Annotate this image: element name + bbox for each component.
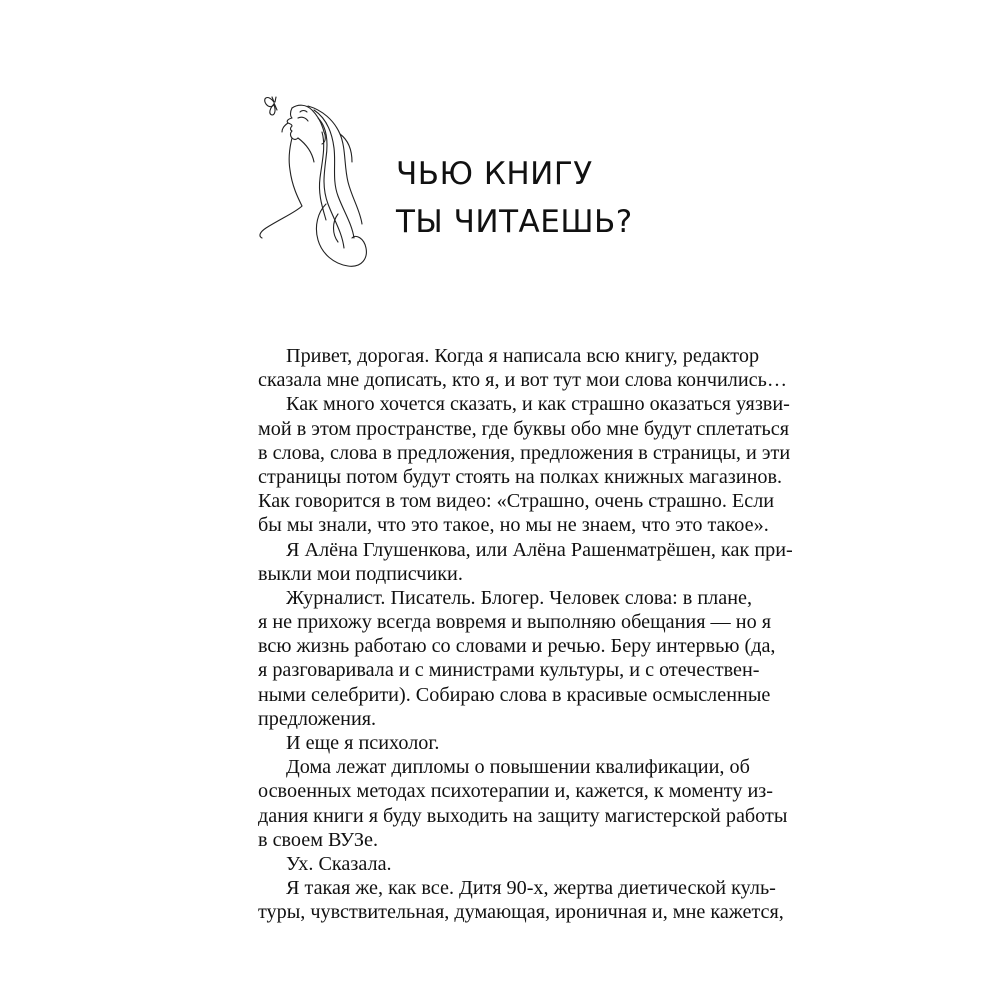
woman-butterfly-illustration-icon (252, 88, 384, 274)
text-line: в слова, слова в предложения, предложения в страницы, и эти (258, 441, 791, 464)
text-line: всю жизнь работаю со словами и речью. Беру интервью (да, (258, 635, 776, 658)
text-line: в своем ВУЗе. (258, 828, 379, 851)
text-line: ными селебрити). Собираю слова в красивые осмысленные (258, 683, 771, 706)
text-line: мой в этом пространстве, где буквы обо мне будут сплетаться (258, 417, 790, 440)
text-line: я не прихожу всегда вовремя и выполняю обещания — но я (258, 611, 771, 634)
text-line: туры, чувствительная, думающая, ироничная и, мне кажется, (258, 901, 784, 924)
chapter-title-line-1: ЧЬЮ КНИГУ (396, 156, 593, 192)
text-line: Журналист. Писатель. Блогер. Человек слова: в плане, (286, 586, 753, 609)
text-line: Ух. Сказала. (286, 852, 392, 875)
text-line: бы мы знали, что это такое, но мы не знаем, что это такое». (258, 514, 769, 537)
text-line: Я Алёна Глушенкова, или Алёна Рашенматрёшен, как при- (286, 538, 793, 561)
text-line: страницы потом будут стоять на полках книжных магазинов. (258, 465, 783, 488)
text-line: предложения. (258, 707, 377, 730)
text-line: освоенных методах психотерапии и, кажется, к моменту из- (258, 780, 773, 803)
text-line: Как много хочется сказать, и как страшно оказаться уязви- (286, 393, 790, 416)
text-line: сказала мне дописать, кто я, и вот тут мои слова кончились… (258, 369, 788, 392)
text-line: Привет, дорогая. Когда я написала всю книгу, редактор (286, 345, 760, 367)
text-line: дания книги я буду выходить на защиту магистерской работы (258, 804, 788, 827)
text-line: Как говорится в том видео: «Страшно, очень страшно. Если (258, 490, 775, 513)
chapter-title-line-2: ТЫ ЧИТАЕШЬ? (396, 204, 633, 240)
text-line: Я такая же, как все. Дитя 90-х, жертва диетической куль- (286, 877, 776, 900)
text-line: я разговаривала и с министрами культуры, и с отечествен- (258, 659, 760, 682)
text-line: Дома лежат дипломы о повышении квалификации, об (286, 756, 750, 779)
chapter-title (396, 150, 633, 246)
butterfly-icon (265, 97, 277, 115)
text-line: выкли мои подписчики. (258, 562, 463, 585)
text-line: И еще я психолог. (286, 732, 440, 754)
body-text (258, 344, 793, 925)
